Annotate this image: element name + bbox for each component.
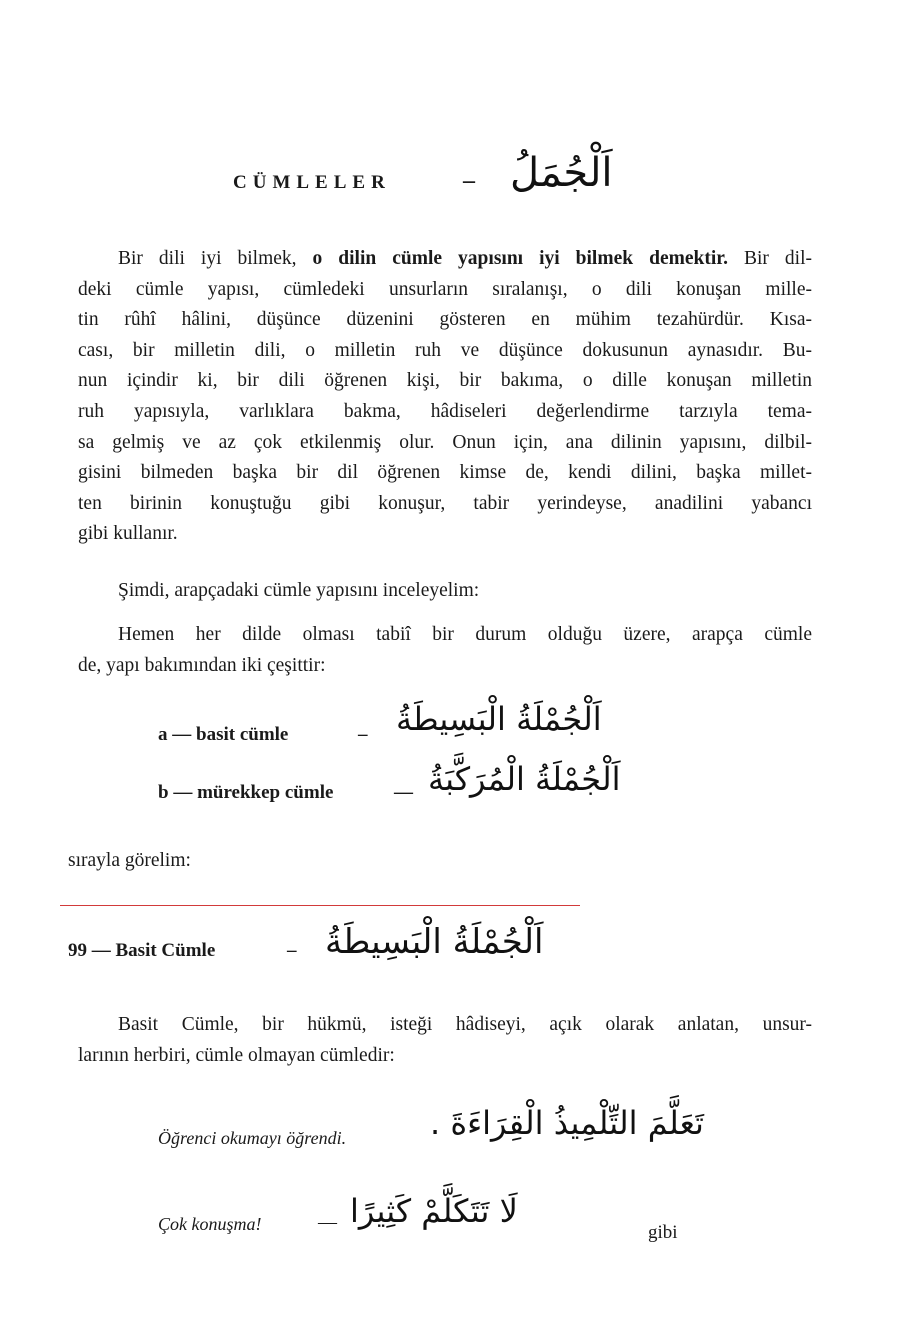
- closing-line: sırayla görelim:: [68, 850, 191, 871]
- paragraph-line: cası, bir milletin dili, o milletin ruh ve düşünce dokusunun aynasıdır. Bu-: [78, 339, 812, 361]
- paragraph-line: Bir dili iyi bilmek, o dilin cümle yapısını iyi bilmek demektir. Bir dil-: [118, 248, 812, 269]
- paragraph-line: Basit Cümle, bir hükmü, isteği hâdiseyi, açık olarak anlatan, unsur-: [118, 1014, 812, 1035]
- type-b-label: b — mürekkep cümle: [158, 782, 334, 803]
- chapter-title-arabic: اَلْجُمَلُ: [510, 150, 613, 196]
- paragraph-line: Şimdi, arapçadaki cümle yapısını inceleyelim:: [118, 580, 480, 601]
- intro-paragraph: [78, 244, 812, 550]
- paragraph-2: [78, 576, 812, 607]
- example-2-arabic: لَا تَتَكَلَّمْ كَثِيرًا: [350, 1192, 518, 1230]
- example-2-turkish: Çok konuşma!: [158, 1214, 262, 1234]
- paragraph-line: ten birinin konuştuğu gibi konuşur, tabir yerindeyse, anadilini yabancı: [78, 492, 812, 514]
- bold-phrase: o dilin cümle yapısını iyi bilmek demektir.: [312, 248, 728, 269]
- paragraph-line: gibi kullanır.: [78, 523, 178, 545]
- type-b-arabic: اَلْجُمْلَةُ الْمُرَكَّبَةُ: [428, 760, 621, 798]
- section-title: 99 — Basit Cümle: [68, 940, 216, 961]
- type-a-dash: –: [358, 724, 368, 745]
- paragraph-line: gisini bilmeden başka bir dil öğrenen kimse de, kendi dilini, başka millet-: [78, 462, 812, 484]
- section-title-arabic: اَلْجُمْلَةُ الْبَسِيطَةُ: [325, 922, 544, 962]
- example-2-dash: —: [318, 1212, 337, 1233]
- red-divider: [60, 905, 580, 906]
- paragraph-line: larının herbiri, cümle olmayan cümledir:: [78, 1044, 395, 1066]
- type-a-arabic: اَلْجُمْلَةُ الْبَسِيطَةُ: [396, 700, 602, 738]
- paragraph-3: [78, 620, 812, 681]
- example-1-turkish: Öğrenci okumayı öğrendi.: [158, 1128, 347, 1148]
- chapter-title: CÜMLELER: [233, 172, 391, 193]
- paragraph-line: nun içindir ki, bir dili öğrenen kişi, bir bakıma, o dille konuşan milletin: [78, 370, 812, 392]
- paragraph-line: sa gelmiş ve az çok etkilenmiş olur. Onun için, ana dilinin yapısını, dilbil-: [78, 431, 812, 453]
- section-dash: –: [287, 940, 297, 961]
- example-1-arabic: تَعَلَّمَ التِّلْمِيذُ الْقِرَاءَةَ .: [430, 1104, 704, 1142]
- title-dash: –: [463, 168, 475, 194]
- type-b-dash: —: [394, 782, 413, 803]
- type-a-label: a — basit cümle: [158, 724, 289, 745]
- paragraph-line: tin rûhî hâlini, düşünce düzenini gösteren en mühim tezahürdür. Kısa-: [78, 309, 812, 331]
- section-definition: [78, 1010, 812, 1071]
- paragraph-line: Hemen her dilde olması tabiî bir durum olduğu üzere, arapça cümle: [118, 624, 812, 645]
- paragraph-line: de, yapı bakımından iki çeşittir:: [78, 654, 326, 676]
- gibi-word: gibi: [648, 1222, 678, 1243]
- paragraph-line: ruh yapısıyla, varlıklara bakma, hâdiseleri değerlendirme tarzıyla tema-: [78, 400, 812, 422]
- paragraph-line: deki cümle yapısı, cümledeki unsurların sıralanışı, o dili konuşan mille-: [78, 278, 812, 300]
